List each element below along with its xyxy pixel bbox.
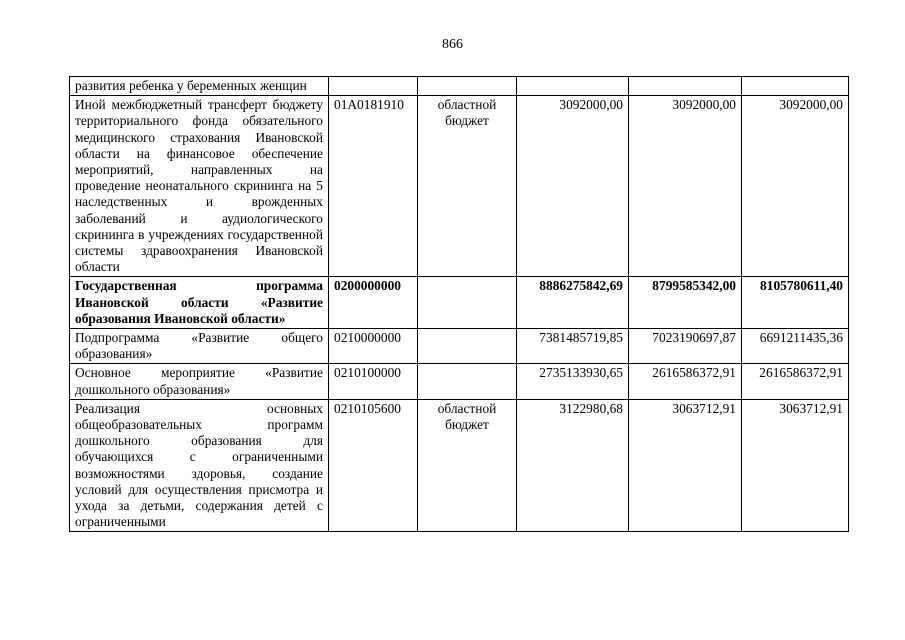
row-value-3: 6691211435,36 [742,329,849,364]
table-row [70,277,849,329]
row-value-3 [742,77,849,96]
row-code: 0200000000 [329,277,418,329]
row-name: Государственная программа Ивановской области «Развитие образования Ивановской области» [70,277,329,329]
row-source: областной бюджет [418,399,517,532]
row-value-2: 7023190697,87 [629,329,742,364]
row-name: Основное мероприятие «Развитие дошкольного образования» [70,364,329,399]
row-name: развития ребенка у беременных женщин [70,77,329,96]
row-code [329,77,418,96]
page-number: 866 [442,37,463,52]
row-value-3: 2616586372,91 [742,364,849,399]
table-row [70,399,849,532]
table-row [70,364,849,399]
table-row [70,96,849,277]
row-value-1: 3122980,68 [517,399,629,532]
row-value-2: 3063712,91 [629,399,742,532]
row-value-1: 3092000,00 [517,96,629,277]
row-code: 01А0181910 [329,96,418,277]
row-value-3: 8105780611,40 [742,277,849,329]
row-name: Реализация основных общеобразовательных программ дошкольного образования для обучающихся с ограниченными возможностями здоровья, создание условий для осуществления присмотра и ухода за детьми, содержания детей с ограниченными [70,399,329,532]
row-source [418,77,517,96]
row-value-3: 3063712,91 [742,399,849,532]
table-row [70,329,849,364]
row-value-1: 8886275842,69 [517,277,629,329]
budget-table [69,76,849,532]
row-code: 0210100000 [329,364,418,399]
row-value-1: 7381485719,85 [517,329,629,364]
row-source [418,277,517,329]
row-code: 0210000000 [329,329,418,364]
row-source [418,364,517,399]
row-value-1 [517,77,629,96]
row-name: Подпрограмма «Развитие общего образования» [70,329,329,364]
row-value-2 [629,77,742,96]
row-code: 0210105600 [329,399,418,532]
row-name: Иной межбюджетный трансферт бюджету территориального фонда обязательного медицинского страхования Ивановской области на финансовое обеспечение мероприятий, направленных на проведение неонатального скрининга на 5 наследственных и врожденных заболеваний и аудиологического скрининга в учреждениях государственной системы здравоохранения Ивановской области [70,96,329,277]
row-value-2: 3092000,00 [629,96,742,277]
row-source: областной бюджет [418,96,517,277]
row-source [418,329,517,364]
table-row [70,77,849,96]
row-value-2: 2616586372,91 [629,364,742,399]
row-value-1: 2735133930,65 [517,364,629,399]
row-value-2: 8799585342,00 [629,277,742,329]
row-value-3: 3092000,00 [742,96,849,277]
